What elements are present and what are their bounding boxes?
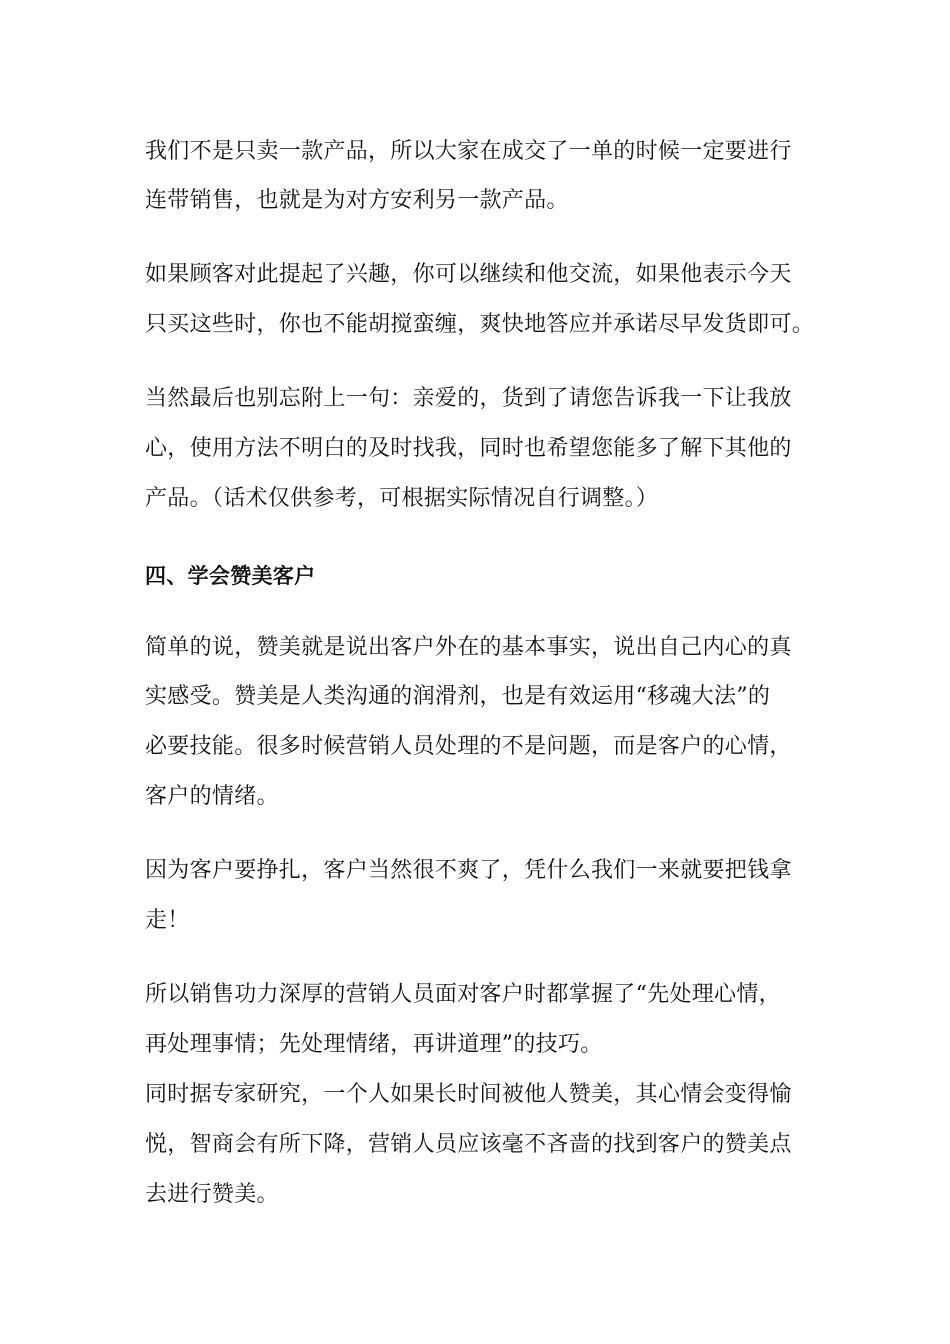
text-line: 简单的说，赞美就是说出客户外在的基本事实，说出自己内心的真 <box>145 635 792 660</box>
text-line: 走！ <box>145 908 190 933</box>
text-line: 所以销售功力深厚的营销人员面对客户时都掌握了“先处理心情， <box>145 982 781 1007</box>
text-line: 客户的情绪。 <box>145 784 279 809</box>
text-line: 我们不是只卖一款产品，所以大家在成交了一单的时候一定要进行 <box>145 139 792 164</box>
text-line: 必要技能。很多时候营销人员处理的不是问题，而是客户的心情， <box>145 734 792 759</box>
text-line: 悦，智商会有所下降，营销人员应该毫不吝啬的找到客户的赞美点 <box>145 1132 792 1157</box>
text-line: 实感受。赞美是人类沟通的润滑剂，也是有效运用“移魂大法”的 <box>145 684 771 709</box>
text-line: 去进行赞美。 <box>145 1182 279 1207</box>
section-heading: 四、学会赞美客户 <box>145 564 316 588</box>
text-line: 只买这些时，你也不能胡搅蛮缠，爽快地答应并承诺尽早发货即可。 <box>145 312 815 337</box>
text-line: 如果顾客对此提起了兴趣，你可以继续和他交流，如果他表示今天 <box>145 262 792 287</box>
text-line: 再处理事情；先处理情绪，再讲道理”的技巧。 <box>145 1032 603 1057</box>
text-line: 同时据专家研究，一个人如果长时间被他人赞美，其心情会变得愉 <box>145 1082 792 1107</box>
text-line: 因为客户要挣扎，客户当然很不爽了，凭什么我们一来就要把钱拿 <box>145 858 792 883</box>
text-line: 产品。（话术仅供参考，可根据实际情况自行调整。） <box>145 486 659 511</box>
text-line: 连带销售，也就是为对方安利另一款产品。 <box>145 188 569 213</box>
text-line: 当然最后也别忘附上一句：亲爱的，货到了请您告诉我一下让我放 <box>145 386 792 411</box>
text-line: 心，使用方法不明白的及时找我，同时也希望您能多了解下其他的 <box>145 436 792 461</box>
